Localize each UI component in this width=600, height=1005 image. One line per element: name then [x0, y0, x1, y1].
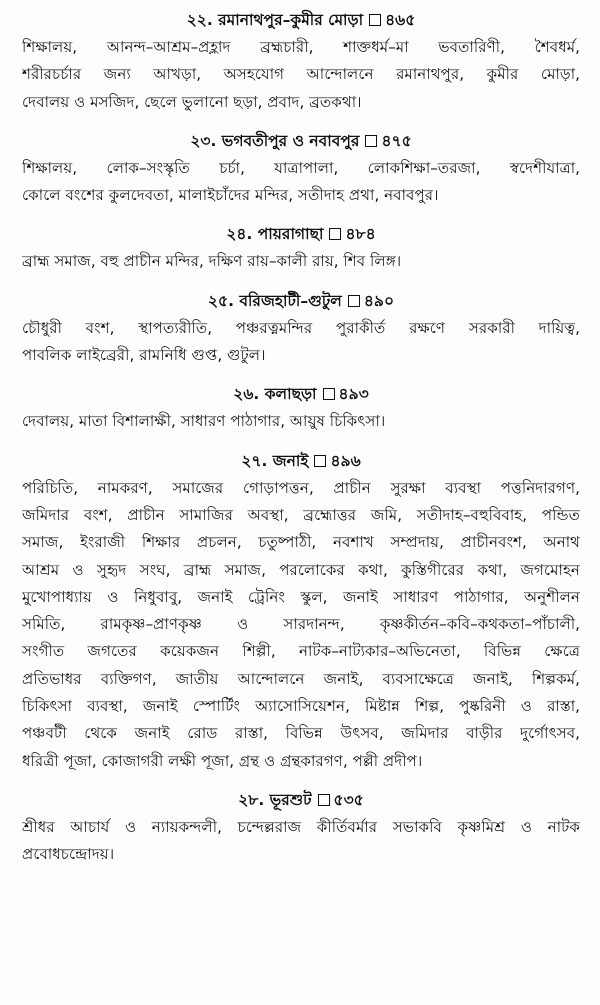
- section-text-line: জমিদার বংশ, প্রাচীন সামাজির অবস্থা, ব্রহ্মোত্তর জমি, সতীদাহ–বহুবিবাহ, পন্ডিত: [22, 505, 580, 524]
- section-page-number: ৪৭৫: [381, 131, 412, 150]
- square-bullet-icon: [323, 388, 335, 400]
- section-text-line: চিকিৎসা ব্যবস্থা, জনাই স্পোর্টিং অ্যাসোসিয়েশন, মিষ্টান্ন শিল্প, পুষ্করিনী ও রাস্তা,: [22, 697, 580, 716]
- section-text-line: দেবালয়, মাতা বিশালাক্ষী, সাধারণ পাঠাগার, আয়ুষ চিকিৎসা।: [22, 412, 386, 431]
- section-page-number: ৫৩৫: [333, 790, 364, 809]
- section-text-line: দেবালয় ও মসজিদ, ছেলে ভুলানো ছড়া, প্রবাদ, ব্রতকথা।: [22, 92, 362, 111]
- section-heading: [22, 222, 580, 246]
- section-text-line: প্রবোধচন্দ্রোদয়।: [22, 845, 115, 864]
- contents-section: [22, 788, 580, 869]
- section-text-line: সমাজ, ইংরাজী শিক্ষার প্রচলন, চতুষ্পাঠী, নবশাখ সম্প্রদায়, প্রাচীনবংশ, অনাথ: [22, 533, 580, 552]
- section-title: জনাই: [272, 451, 309, 470]
- section-number: ২৬.: [233, 385, 260, 404]
- section-heading: [22, 788, 580, 812]
- section-number: ২৩.: [190, 131, 217, 150]
- section-text-line: প্রতিভাধর ব্যক্তিগণ, জাতীয় আন্দোলনে জনাই, ব্যবসাক্ষেত্রে জনাই, শিল্পকর্ম,: [22, 669, 580, 688]
- section-text-line: ধরিত্রী পূজা, কোজাগরী লক্ষী পূজা, গ্রন্থ ও গ্রন্থকারগণ, পল্লী প্রদীপ।: [22, 751, 423, 770]
- section-page-number: ৪৯০: [363, 291, 395, 310]
- section-page-number: ৪৮৪: [345, 225, 376, 244]
- section-number: ২৪.: [226, 225, 253, 244]
- section-text-line: শ্রীধর আচার্য ও ন্যায়কন্দলী, চন্দেল্লরাজ কীর্তিবর্মার সভাকবি কৃষ্ণমিশ্র ও নাটক: [22, 817, 580, 836]
- section-text-line: সমিতি, রামকৃষ্ণ–প্রাণকৃষ্ণ ও সারদানন্দ, কৃষ্ণকীর্তন–কবি–কথকতা–পাঁচালী,: [22, 615, 580, 634]
- section-page-number: ৪৯৩: [338, 385, 369, 404]
- square-bullet-icon: [348, 295, 360, 307]
- section-text-line: পঞ্চবটী থেকে জনাই রোড রাস্তা, বিভিন্ন উৎসব, জমিদার বাড়ীর দুর্গোৎসব,: [22, 724, 580, 743]
- square-bullet-icon: [369, 14, 381, 26]
- contents-section: [22, 289, 580, 370]
- contents-section: [22, 8, 580, 116]
- section-number: ২৮.: [238, 790, 265, 809]
- section-text-line: শরীরচর্চার জন্য আখড়া, অসহযোগ আন্দোলনে রমানাথপুর, কুমীর মোড়া,: [22, 65, 580, 84]
- contents-section: [22, 449, 580, 775]
- contents-section: [22, 382, 580, 435]
- section-text-line: পাবলিক লাইব্রেরী, রামনিধি গুপ্ত, গুটুল।: [22, 346, 266, 365]
- contents-section: [22, 129, 580, 210]
- section-title: ভগবতীপুর ও নবাবপুর: [221, 131, 360, 150]
- square-bullet-icon: [318, 794, 330, 806]
- section-title: পায়রাগাছা: [257, 225, 324, 244]
- square-bullet-icon: [329, 228, 341, 240]
- contents-section: [22, 222, 580, 275]
- section-title: রমানাথপুর–কুমীর মোড়া: [218, 11, 364, 29]
- section-number: ২৫.: [207, 291, 234, 310]
- section-heading: [22, 382, 580, 406]
- section-number: ২২.: [186, 11, 213, 29]
- section-text-line: শিক্ষালয়, লোক–সংস্কৃতি চর্চা, যাত্রাপালা, লোকশিক্ষা–তরজা, স্বদেশীযাত্রা,: [22, 158, 580, 177]
- section-page-number: ৪৬৫: [385, 11, 416, 29]
- square-bullet-icon: [365, 135, 377, 147]
- section-number: ২৭.: [241, 451, 268, 470]
- section-heading: [22, 449, 580, 473]
- section-text-line: কোলে বংশের কুলদেবতা, মালাইচাঁদের মন্দির, সতীদাহ প্রথা, নবাবপুর।: [22, 186, 439, 205]
- section-text-line: পরিচিতি, নামকরণ, সমাজের গোড়াপত্তন, প্রাচীন সুরক্ষা ব্যবস্থা পত্তনিদারগণ,: [22, 478, 580, 497]
- section-text-line: শিক্ষালয়, আনন্দ–আশ্রম–প্রহ্লাদ ব্রহ্মচারী, শাক্তধর্ম–মা ভবতারিণী, শৈবধর্ম,: [22, 38, 580, 56]
- section-title: কলাছড়া: [264, 385, 317, 404]
- section-page-number: ৪৯৬: [330, 451, 361, 470]
- section-heading: [22, 129, 580, 153]
- section-text-line: মুখোপাধ্যায় ও নিধুবাবু, জনাই ট্রেনিং স্কুল, জনাই সাধারণ পাঠাগার, অনুশীলন: [22, 587, 580, 606]
- section-text-line: সংগীত জগতের কয়েকজন শিল্পী, নাটক–নাট্যকার–অভিনেতা, বিভিন্ন ক্ষেত্রে: [22, 642, 580, 661]
- section-text-line: চৌধুরী বংশ, স্থাপত্যরীতি, পঞ্চরত্নমন্দির পুরাকীর্ত রক্ষণে সরকারী দায়িত্ব,: [22, 318, 580, 337]
- section-heading: [22, 289, 580, 313]
- section-title: ভূরশুট: [269, 790, 312, 809]
- section-text-line: ব্রাহ্ম সমাজ, বহু প্রাচীন মন্দির, দক্ষিণ রায়–কালী রায়, শিব লিঙ্গ।: [22, 252, 402, 271]
- section-heading: [22, 8, 580, 32]
- square-bullet-icon: [314, 455, 326, 467]
- section-title: বরিজহাটী–গুটুল: [239, 291, 342, 310]
- section-text-line: আশ্রম ও সুহৃদ সংঘ, ব্রাহ্ম সমাজ, পরলোকের কথা, কুস্তিগীরের কথা, জগমোহন: [22, 560, 580, 579]
